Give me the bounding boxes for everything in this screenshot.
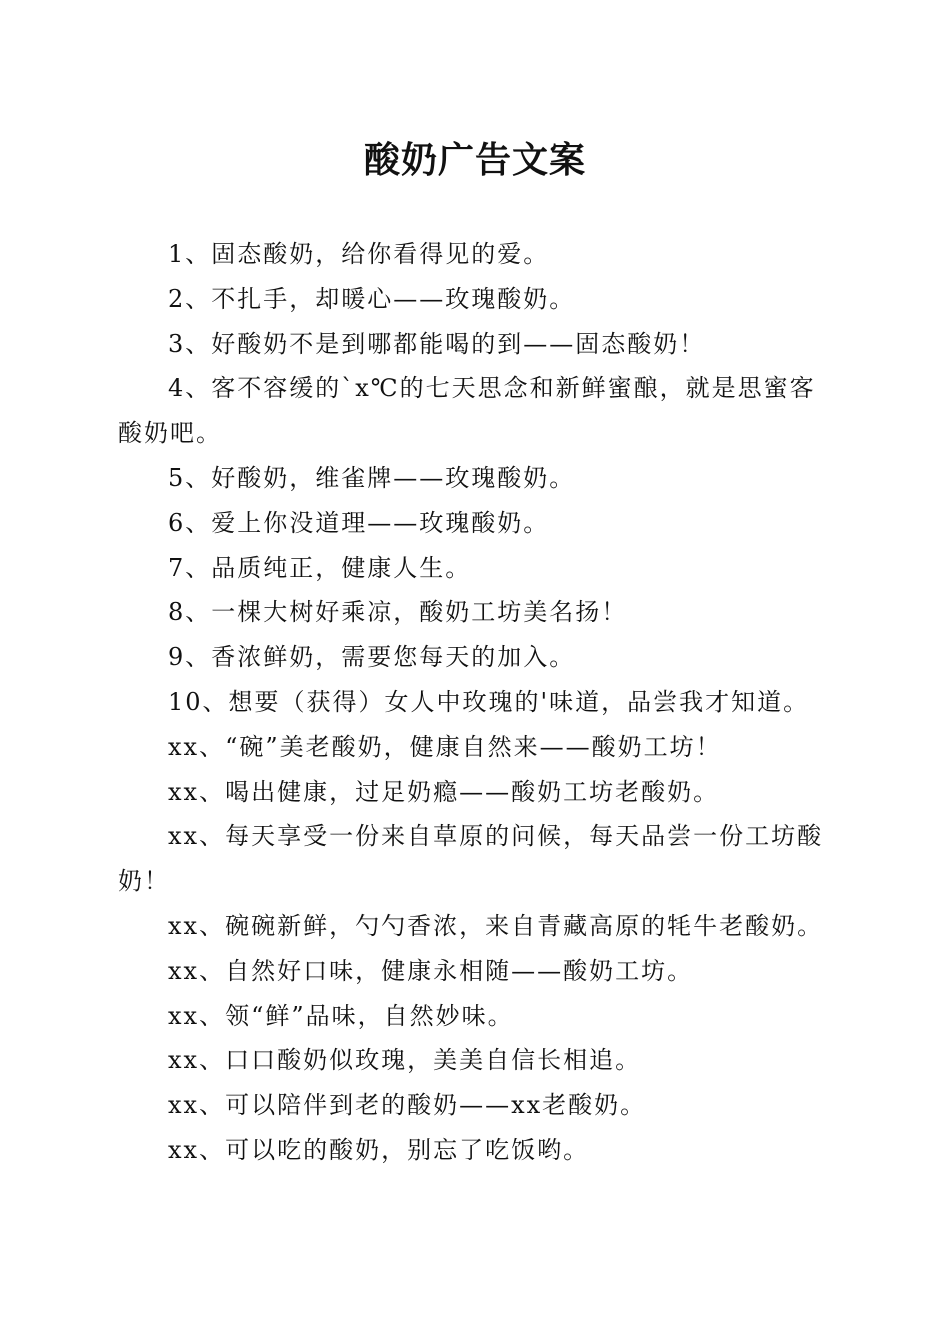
list-item: xx、可以陪伴到老的酸奶——xx老酸奶。 (168, 1091, 647, 1120)
page-title: 酸奶广告文案 (363, 139, 586, 181)
list-item: 2、不扎手，却暖心——玫瑰酸奶。 (168, 284, 576, 313)
list-item: 5、好酸奶，维雀牌——玫瑰酸奶。 (168, 463, 576, 492)
list-item: xx、每天享受一份来自草原的问候，每天品尝一份工坊酸奶！ (118, 822, 824, 896)
list-item: 9、香浓鲜奶，需要您每天的加入。 (168, 643, 576, 672)
list-item: 1、固态酸奶，给你看得见的爱。 (168, 240, 550, 268)
list-item: 8、一棵大树好乘凉，酸奶工坊美名扬！ (168, 598, 628, 627)
list-item: 6、爱上你没道理——玫瑰酸奶。 (168, 508, 550, 537)
list-item: 10、想要（获得）女人中玫瑰的'味道，品尝我才知道。 (168, 687, 810, 716)
list-item: xx、口口酸奶似玫瑰，美美自信长相追。 (168, 1046, 642, 1075)
list-item: 3、好酸奶不是到哪都能喝的到——固态酸奶！ (168, 329, 706, 358)
list-item: xx、“碗”美老酸奶，健康自然来——酸奶工坊！ (168, 732, 722, 761)
list-item: xx、可以吃的酸奶，别忘了吃饭哟。 (168, 1135, 590, 1164)
list-item: xx、喝出健康，过足奶瘾——酸奶工坊老酸奶。 (168, 777, 720, 806)
list-item: 7、品质纯正，健康人生。 (168, 553, 472, 582)
list-item: xx、碗碗新鲜，勺勺香浓，来自青藏高原的牦牛老酸奶。 (168, 911, 824, 940)
slogan-list (118, 232, 830, 1173)
list-item: 4、客不容缓的`x℃的七天思念和新鲜蜜酿，就是思蜜客酸奶吧。 (118, 374, 816, 448)
list-item: xx、自然好口味，健康永相随——酸奶工坊。 (168, 956, 694, 985)
list-item: xx、领“鲜”品味，自然妙味。 (168, 1001, 514, 1030)
